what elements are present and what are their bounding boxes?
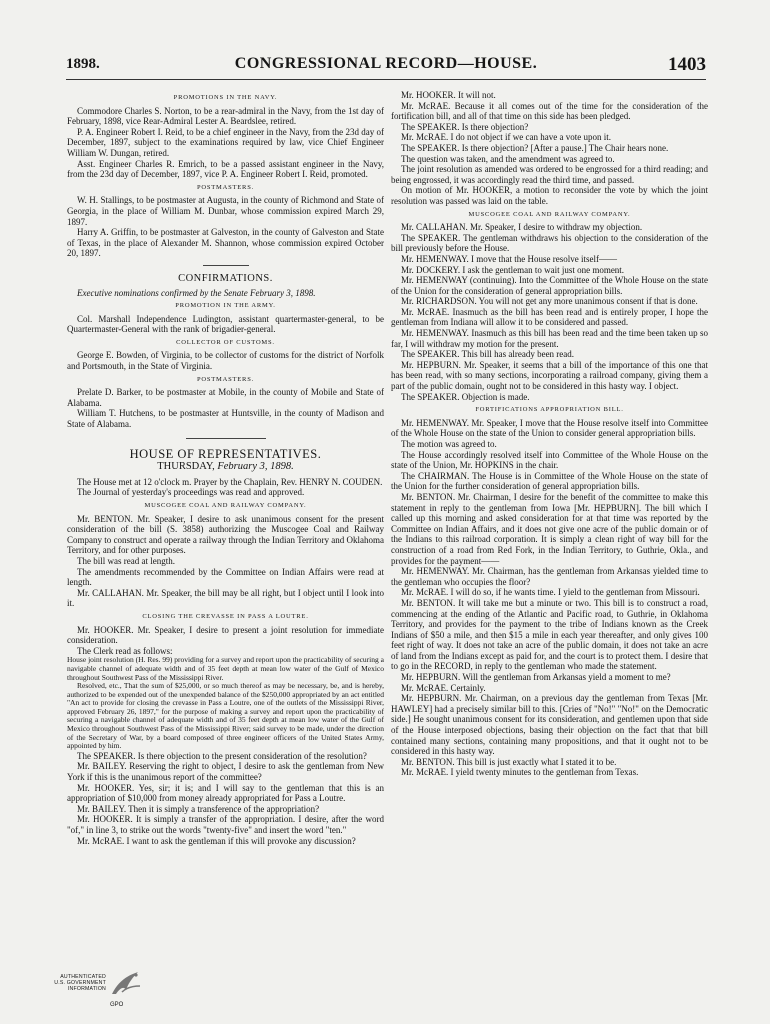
session-day: THURSDAY,: [157, 461, 215, 473]
paragraph: Mr. HOOKER. It will not.: [401, 90, 496, 100]
page-header: [66, 54, 706, 76]
resolution-text: Resolved, etc., That the sum of $25,000, or so much thereof as may be necessary, be, and is hereby, authorized to be expended out of the unexpended balance of the $250,000 appropriated by an act entitled "An act to provide for closing the crevasse in Pass a Loutre, one of the outlets of the Mississippi River, approved February 26, 1897," for the purpose of making a survey and report upon the practicability of securing a navigable channel of adequate width and of 35 feet depth at mean low water of the Gulf of Mexico throughout Southwest Pass of the Mississippi River; said survey to be made, under the direction of the Secretary of War, by a board composed of three engineer officers of the United States Army, appointed by him.: [67, 681, 384, 751]
paragraph: On motion of Mr. HOOKER, a motion to reconsider the vote by which the joint resolution was passed was laid on the table.: [391, 185, 708, 206]
paragraph: Mr. BENTON. Mr. Speaker, I desire to ask unanimous consent for the present consideration of the bill (S. 3858) authorizing the Muscogee Coal and Railway Company to construct and operate a railway through the Indian Territory and Oklahoma Territory, and for other purposes.: [67, 513, 384, 556]
paragraph: Mr. McRAE. I do not object if we can have a vote upon it.: [401, 132, 611, 143]
paragraph: Mr. HEPBURN. Will the gentleman from Arkansas yield a moment to me?: [401, 672, 671, 683]
left-column: [67, 90, 384, 950]
section-heading: POSTMASTERS.: [196, 375, 255, 383]
paragraph: Mr. HOOKER. Mr. Speaker, I desire to present a joint resolution for immediate consideration.: [67, 624, 384, 646]
section-heading: MUSCOGEE COAL AND RAILWAY COMPANY.: [468, 210, 631, 218]
gpo-authentication-text: AUTHENTICATED U.S. GOVERNMENT INFORMATION: [54, 974, 106, 992]
paragraph: Col. Marshall Independence Ludington, assistant quartermaster-general, to be Quartermaster-General with the rank of brigadier-general.: [67, 313, 384, 335]
house-heading: HOUSE OF REPRESENTATIVES.: [129, 446, 322, 461]
paragraph: The Clerk read as follows:: [77, 645, 173, 656]
paragraph: Mr. HEPBURN. Mr. Chairman, on a previous day the gentleman from Texas [Mr. HAWLEY] had a precisely similar bill to this. [Cries of "No!" "No!" on the Democratic side.] He sought unanimous consent for its consideration, and gentlemen upon that side of the House interposed objections, basing their objection on the fact that that bill contained many sections, containing many propositions, and that it ought not to be considered in this hasty way.: [391, 693, 708, 757]
paragraph: The SPEAKER. This bill has already been read.: [401, 349, 575, 360]
paragraph: The House met at 12 o'clock m. Prayer by the Chaplain, Rev. HENRY N. COUDEN.: [77, 476, 383, 487]
major-heading: CONFIRMATIONS.: [178, 272, 273, 284]
paragraph: Mr. BAILEY. Reserving the right to object, I desire to ask the gentleman from New York if this is the unanimous report of the committee?: [67, 761, 384, 783]
paragraph: W. H. Stallings, to be postmaster at Augusta, in the county of Richmond and State of Georgia, in the place of William M. Dunbar, whose commission expired March 29, 1897.: [67, 195, 384, 227]
paragraph: Mr. BENTON. It will take me but a minute or two. This bill is to construct a road, commencing at the ending of the Atlantic and Pacific road, to Guthrie, in Oklahoma Territory, and provides for the payment to the tribe of Indians known as the Creek Indians of $50 a mile, and then $15 a mile in each year thereafter, and only gives 100 feet right of way. It does not take an acre of the public domain, it does not take an acre of land from the Indians except as paid for, and the court is to protect them. I desire that to go in the RECORD, in reply to the gentleman who made the statement.: [391, 597, 708, 672]
section-rule: [203, 265, 249, 266]
paragraph: The SPEAKER. The gentleman withdraws his objection to the consideration of the bill previously before the House.: [391, 232, 708, 254]
paragraph: George E. Bowden, of Virginia, to be collector of customs for the district of Norfolk and Portsmouth, in the State of Virginia.: [67, 350, 384, 372]
paragraph: Mr. HEMENWAY (continuing). Into the Committee of the Whole House on the state of the Union for the consideration of general appropriation bills.: [391, 275, 708, 296]
section-heading: MUSCOGEE COAL AND RAILWAY COMPANY.: [144, 502, 307, 509]
header-page-number: 1403: [668, 54, 706, 75]
paragraph: Mr. McRAE. I yield twenty minutes to the gentleman from Texas.: [401, 767, 639, 778]
paragraph: Harry A. Griffin, to be postmaster at Galveston, in the county of Galveston and State of Texas, in the place of Alexander M. Shannon, whose commission expired October 20, 1897.: [67, 227, 384, 259]
section-rule: [186, 438, 266, 439]
paragraph: Mr. HOOKER. Yes, sir; it is; and I will say to the gentleman that this is an appropriation of $10,000 from money already appropriated for Pass a Loutre.: [67, 782, 384, 804]
gpo-authentication-seal: [48, 968, 148, 1018]
paragraph: The motion was agreed to.: [401, 439, 497, 449]
paragraph: Mr. RICHARDSON. You will not get any more unanimous consent if that is done.: [401, 296, 698, 307]
section-heading: PROMOTIONS IN THE NAVY.: [173, 94, 278, 101]
paragraph: The Journal of yesterday's proceedings was read and approved.: [77, 487, 305, 498]
paragraph: Asst. Engineer Charles R. Emrich, to be a passed assistant engineer in the Navy, from the 23d day of December, 1897, vice P. A. Engineer Robert I. Reid, promoted.: [67, 158, 384, 180]
paragraph: The SPEAKER. Is there objection to the present consideration of the resolution?: [77, 750, 367, 761]
paragraph: Mr. BAILEY. Then it is simply a transference of the appropriation?: [77, 803, 320, 814]
paragraph: Commodore Charles S. Norton, to be a rear-admiral in the Navy, from the 1st day of February, 1898, vice Rear-Admiral Lester A. Beardslee, retired.: [67, 105, 384, 127]
paragraph: Mr. HEMENWAY. I move that the House resolve itself——: [401, 253, 617, 264]
section-heading: POSTMASTERS.: [196, 183, 255, 191]
paragraph: The bill was read at length.: [77, 555, 175, 566]
gpo-label: GPO: [110, 1002, 124, 1008]
paragraph: The SPEAKER. Is there objection?: [401, 121, 529, 132]
header-year: 1898.: [66, 56, 100, 72]
paragraph: Prelate D. Barker, to be postmaster at Mobile, in the county of Mobile and State of Alabama.: [67, 387, 384, 408]
paragraph: The question was taken, and the amendment was agreed to.: [401, 153, 615, 164]
paragraph: Mr. DOCKERY. I ask the gentleman to wait just one moment.: [401, 264, 625, 275]
section-heading: FORTIFICATIONS APPROPRIATION BILL.: [475, 406, 624, 414]
paragraph: The joint resolution as amended was ordered to be engrossed for a third reading; and being engrossed, it was accordingly read the third time, and passed.: [391, 164, 708, 185]
right-column: [391, 90, 708, 950]
section-heading: CLOSING THE CREVASSE IN PASS A LOUTRE.: [142, 612, 309, 620]
paragraph: Mr. McRAE. Certainly.: [401, 682, 486, 693]
paragraph: P. A. Engineer Robert I. Reid, to be a chief engineer in the Navy, from the 23d day of December, 1897, subject to the examinations required by law, vice Chief Engineer William W. Dungan, retired.: [67, 126, 384, 158]
paragraph: Mr. BENTON. Mr. Chairman, I desire for the benefit of the committee to make this statement in reply to the gentleman from Iowa [Mr. HEPBURN]. The bill which I called up this morning and asked consideration for at that time was reported by the Committee on Indian Affairs, and it does not give one acre of the public domain or of the Indians to this railroad corporation. It is simply a clean right of way bill for the construction of a road from Red Fork, in the Indian Territory, to Guthrie, Okla., and provides for the payment——: [391, 491, 708, 566]
paragraph: Mr. HEMENWAY. Mr. Speaker, I move that the House resolve itself into Committee of the Whole House on the state of the Union to consider general appropriation bills.: [391, 417, 708, 439]
section-heading: PROMOTION IN THE ARMY.: [175, 302, 276, 310]
resolution-text: House joint resolution (H. Res. 99) providing for a survey and report upon the practicability of securing a navigable channel of adequate width and of 35 feet depth at mean low water of the Gulf of Mexico throughout Southwest Pass of the Mississippi River.: [67, 655, 384, 682]
paragraph: Mr. CALLAHAN. Mr. Speaker, the bill may be all right, but I object until I look into it.: [67, 587, 384, 609]
paragraph: William T. Hutchens, to be postmaster at Huntsville, in the county of Madison and State of Alabama.: [67, 408, 384, 430]
paragraph: Mr. McRAE. Because it all comes out of the time for the consideration of the fortification bill, and all of that time on this side has been pledged.: [391, 100, 708, 122]
paragraph: The House accordingly resolved itself into Committee of the Whole House on the state of the Union, Mr. HOPKINS in the chair.: [391, 449, 708, 471]
paragraph: Mr. HEMENWAY. Mr. Chairman, has the gentleman from Arkansas yielded time to the gentleman who occupies the floor?: [391, 566, 708, 587]
paragraph: Mr. McRAE. Inasmuch as the bill has been read and is entirely proper, I hope the gentleman from Indiana will allow it to be considered and passed.: [391, 306, 708, 328]
session-date-value: February 3, 1898.: [217, 461, 294, 473]
gpo-eagle-icon: [108, 968, 144, 1002]
paragraph: Mr. HOOKER. It is simply a transfer of the appropriation. I desire, after the word "of," in line 3, to strike out the words "twenty-five" and insert the word "ten.": [67, 814, 384, 835]
paragraph: The CHAIRMAN. The House is in Committee of the Whole House on the state of the Union for the further consideration of general appropriation bills.: [391, 470, 708, 492]
paragraph: Mr. HEMENWAY. Inasmuch as this bill has been read and the time been taken up so far, I will withdraw my motion for the present.: [391, 328, 708, 349]
session-date: [67, 462, 384, 473]
paragraph: Mr. HEPBURN. Mr. Speaker, it seems that a bill of the importance of this one that has been read, with so many sections, incorporating a railroad company, giving them a part of the public domain, ought not to be considered in this hasty way. I object.: [391, 359, 708, 392]
section-heading: COLLECTOR OF CUSTOMS.: [176, 338, 275, 346]
paragraph: The amendments recommended by the Committee on Indian Affairs were read at length.: [67, 566, 384, 588]
paragraph: Mr. McRAE. I will do so, if he wants time. I yield to the gentleman from Missouri.: [401, 587, 700, 598]
italic-note: Executive nominations confirmed by the Senate February 3, 1898.: [77, 287, 316, 298]
paragraph: The SPEAKER. Is there objection? [After a pause.] The Chair hears none.: [401, 142, 669, 153]
paragraph: Mr. CALLAHAN. Mr. Speaker, I desire to withdraw my objection.: [401, 222, 643, 233]
header-title: CONGRESSIONAL RECORD—HOUSE.: [234, 55, 538, 72]
paragraph: The SPEAKER. Objection is made.: [401, 391, 530, 402]
header-rule: [66, 79, 706, 80]
paragraph: Mr. BENTON. This bill is just exactly what I stated it to be.: [401, 756, 617, 767]
paragraph: Mr. McRAE. I want to ask the gentleman if this will provoke any discussion?: [77, 835, 356, 846]
